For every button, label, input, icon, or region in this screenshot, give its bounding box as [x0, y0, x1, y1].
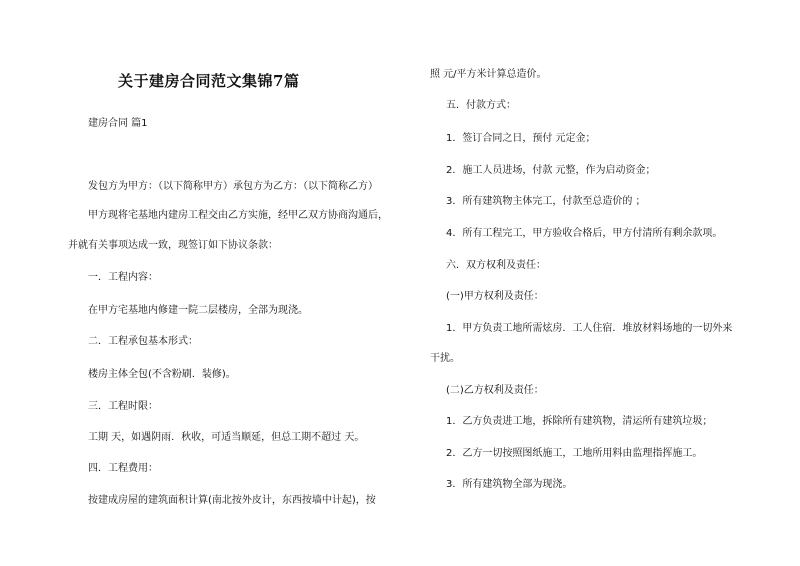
paragraph-line: 甲方现将宅基地内建房工程交由乙方实施，经甲乙双方协商沟通后，	[88, 210, 388, 221]
paragraph-line: 按建成房屋的建筑面积计算(南北按外皮计，东西按墙中计起)，按	[88, 495, 376, 506]
list-item: 2．施工人员进场，付款 元整，作为启动资金；	[446, 165, 656, 176]
paragraph-line: 干扰。	[430, 353, 460, 364]
paragraph-line: 楼房主体全包(不含粉刷．装修)。	[88, 369, 236, 380]
sub-heading: (二)乙方权利及责任：	[446, 385, 544, 396]
paragraph-line: 照 元/平方米计算总造价。	[430, 69, 547, 80]
list-item: 1．签订合同之日，预付 元定金；	[446, 133, 596, 144]
clause-heading: 六．双方权利及责任：	[446, 260, 546, 271]
clause-heading: 二．工程承包基本形式：	[88, 336, 198, 347]
list-item: 3．所有建筑物主体完工，付款至总造价的 ；	[446, 196, 646, 207]
list-item: 1．甲方负责工地所需炫房．工人住宿．堆放材料场地的一切外来	[446, 323, 733, 334]
paragraph-line: 发包方为甲方：（以下简称甲方）承包方为乙方：（以下简称乙方）	[88, 181, 378, 192]
paragraph-line: 工期 天，如遇阴雨．秋收，可适当顺延，但总工期不超过 天。	[88, 432, 365, 443]
list-item: 1．乙方负责进工地，拆除所有建筑物，清运所有建筑垃圾；	[446, 416, 713, 427]
clause-heading: 四．工程费用：	[88, 463, 158, 474]
list-item: 2．乙方一切按照图纸施工，工地所用料由监理指挥施工。	[446, 448, 703, 459]
section-heading: 建房合同 篇1	[88, 118, 148, 129]
clause-heading: 三．工程时限：	[88, 401, 158, 412]
clause-heading: 五．付款方式：	[446, 100, 516, 111]
clause-heading: 一．工程内容：	[88, 272, 158, 283]
list-item: 3．所有建筑物全部为现浇。	[446, 479, 573, 490]
paragraph-line: 并就有关事项达成一致，现签订如下协议条款：	[68, 240, 278, 251]
sub-heading: (一)甲方权利及责任：	[446, 291, 544, 302]
list-item: 4．所有工程完工，甲方验收合格后，甲方付清所有剩余款项。	[446, 228, 723, 239]
document-title: 关于建房合同范文集锦7篇	[118, 72, 300, 90]
paragraph-line: 在甲方宅基地内修建一院二层楼房，全部为现浇。	[88, 305, 308, 316]
